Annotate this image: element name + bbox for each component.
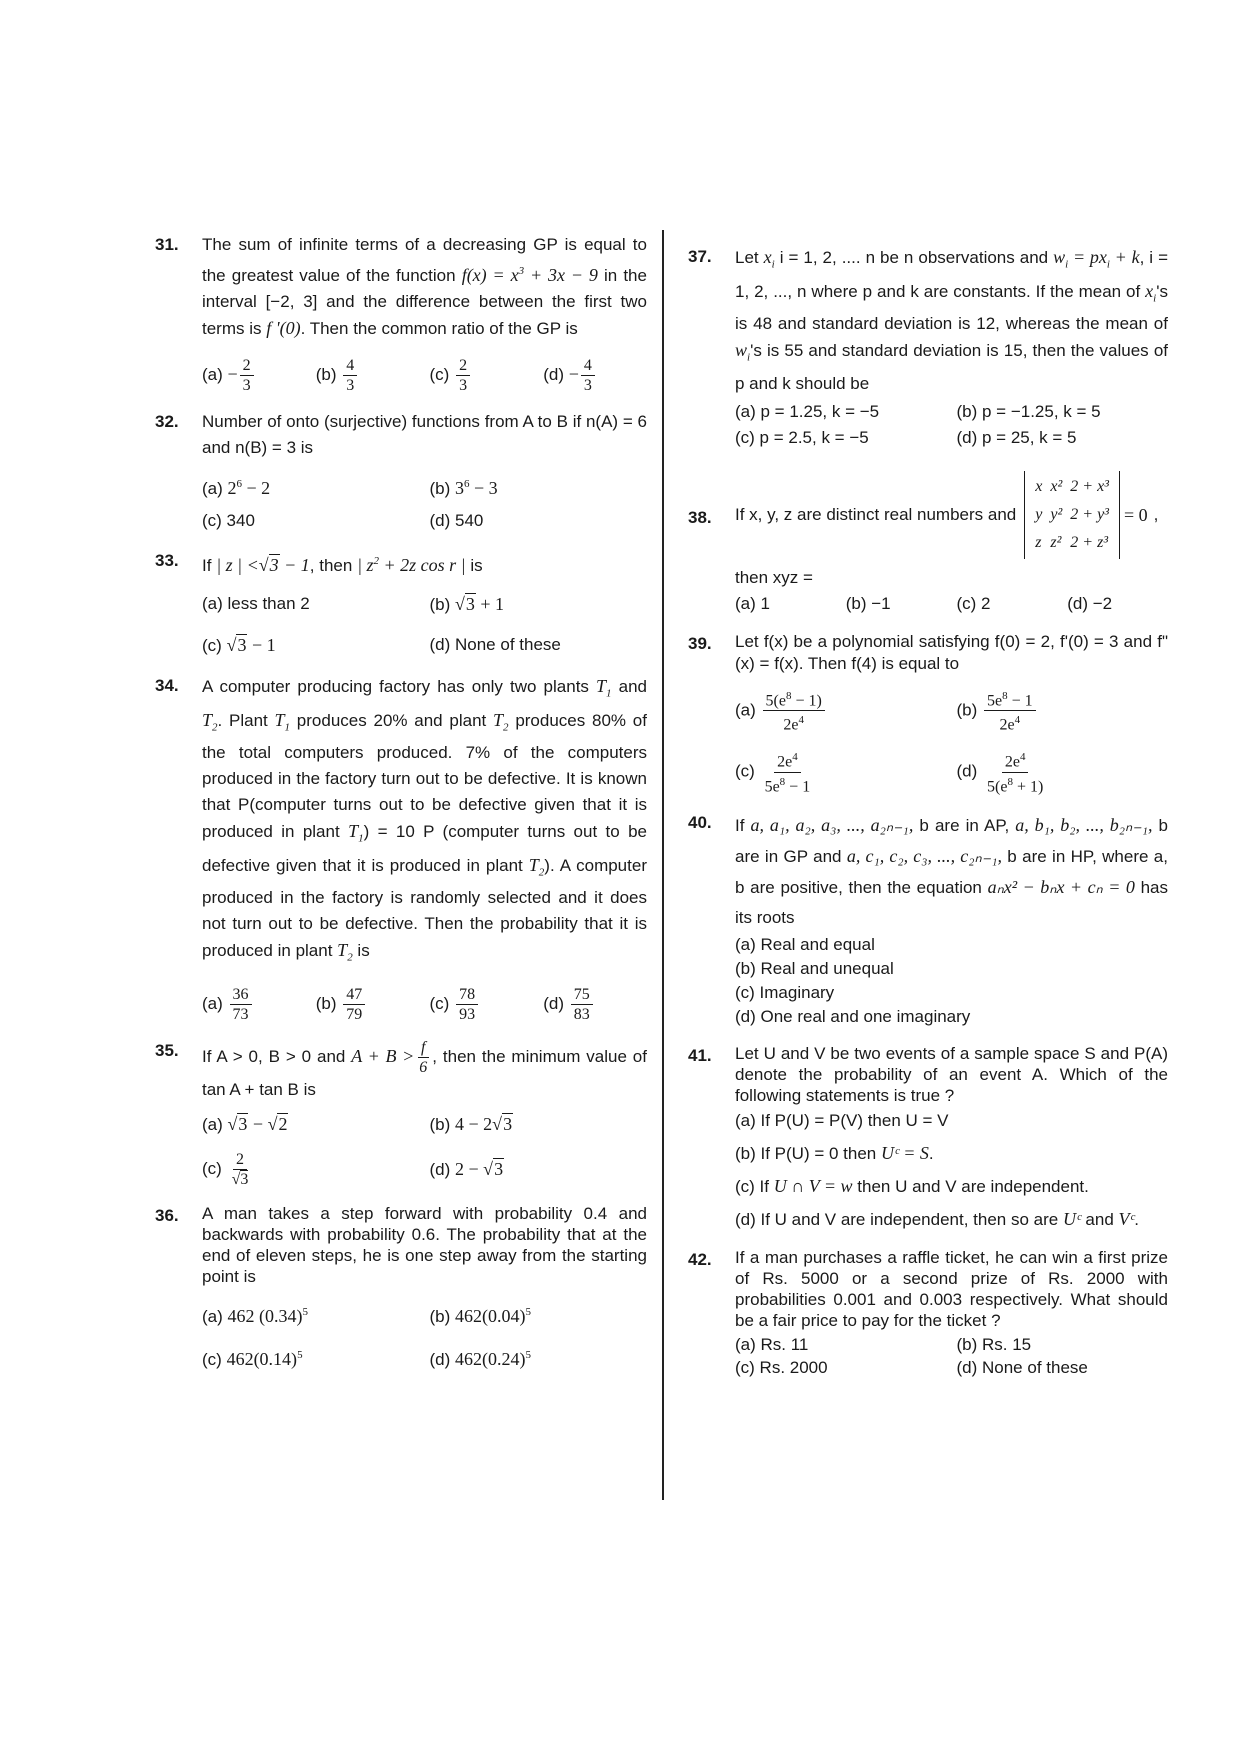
option-b[interactable]: (b) $\frac{5e^8 - 1}{2e^4}$	[957, 687, 1169, 735]
question-number: 39.	[688, 633, 712, 653]
options	[202, 591, 647, 659]
question-38: 38. If x, y, z are distinct real numbers and x x² 2 + x³ y y² 2 + y³ z z² 2 + z³ = 0 , then xyz = (a) 1 (b) −1 (c) 2 (d) −2	[688, 471, 1168, 617]
question-text: The sum of infinite terms of a decreasing GP is equal to the greatest value of the function $f(x) = x^3 + 3x - 9$ in the interval [−2, 3] and the difference between the first two terms is f '(0). Then the common ratio of the GP is	[202, 235, 647, 338]
question-text: If x, y, z are distinct real numbers and x x² 2 + x³ y y² 2 + y³ z z² 2 + z³ = 0 ,	[735, 471, 1168, 559]
option-b[interactable]: (b) If P(U) = 0 then Uᶜ = S.	[735, 1143, 934, 1164]
option-b[interactable]: (b) p = −1.25, k = 5	[956, 401, 1101, 421]
question-text: If a, a₁, a₂, a₃, ..., a₂ₙ₋₁, b are in AP, a, b₁, b₂, ..., b₂ₙ₋₁, b are in GP and a, c₁, c₂, c₃, ..., c₂ₙ₋₁, b are in HP, where a, b are positive, then the equation aₙx² − bₙx + cₙ = 0 has its roots	[735, 815, 1168, 928]
option-c[interactable]: (c) Rs. 2000	[735, 1358, 828, 1378]
option-c[interactable]: (c) If U ∩ V = w then U and V are independent.	[735, 1176, 1089, 1197]
option-a[interactable]: (a) 462 $(0.34)^5$	[202, 1305, 309, 1326]
option-c[interactable]: (c) √3 − 1	[202, 635, 276, 655]
function-expression: $f(x) = x^3 + 3x - 9$	[461, 265, 598, 285]
option-a[interactable]: (a) If P(U) = P(V) then U = V	[735, 1111, 949, 1131]
option-b[interactable]: (b) Rs. 15	[956, 1335, 1032, 1355]
question-text: If | z | <√3 − 1, then | $z^2 + 2z$ cos r | is	[202, 555, 483, 575]
option-a[interactable]: (a) $\frac{36}{73}$	[202, 985, 306, 1024]
question-37	[688, 244, 1168, 451]
question-31	[155, 232, 647, 395]
left-column	[155, 232, 647, 1387]
options	[202, 471, 647, 534]
option-d[interactable]: (d) $\frac{75}{83}$	[543, 985, 647, 1024]
question-text: A computer producing factory has only two plants $T_1$ and $T_2$. Plant $T_1$ produces 20% and plant $T_2$ produces 80% of the total computers produced. 7% of the computers produced in the factory turn out to be defective. It is known that P(computer turns out to be defective given that it is produced in plant $T_1) = 10$ P (computer turns out to be defective given that it is produced in plant $T_2$). A computer produced in the factory is randomly selected and it does not turn out to be defective. Then the probability that it is produced in plant $T_2$ is	[202, 676, 647, 964]
column-divider	[662, 230, 664, 1500]
option-b[interactable]: (b) Real and unequal	[735, 959, 894, 979]
question-text: Number of onto (surjective) functions from A to B if n(A) = 6 and n(B) = 3 is	[202, 412, 647, 457]
option-d[interactable]: (d) p = 25, k = 5	[956, 427, 1077, 447]
option-d[interactable]: (d) One real and one imaginary	[735, 1007, 971, 1027]
option-b[interactable]: (b) −1	[845, 593, 891, 613]
options	[202, 1299, 647, 1373]
option-d[interactable]: (d) None of these	[429, 635, 561, 654]
option-c[interactable]: (c) $\frac{2}{√3}$	[202, 1150, 249, 1188]
options	[735, 591, 1168, 617]
question-number: 32.	[155, 412, 179, 431]
option-c[interactable]: (c) $462(0.14)^5$	[202, 1348, 303, 1369]
options	[735, 933, 1168, 1029]
question-text: Let U and V be two events of a sample space S and P(A) denote the probability of an event A. Which of the following statements is true ?	[735, 1044, 1168, 1106]
option-a[interactable]: (a) 1	[735, 593, 770, 613]
question-number: 41.	[688, 1046, 712, 1066]
question-35	[155, 1038, 647, 1189]
option-a[interactable]: (a) − $\frac{2}{3}$	[202, 356, 306, 395]
option-c[interactable]: (c) p = 2.5, k = −5	[735, 427, 869, 447]
question-number: 38.	[688, 507, 712, 527]
question-number: 33.	[155, 551, 179, 570]
option-d[interactable]: (d) None of these	[956, 1358, 1088, 1378]
options	[735, 399, 1168, 451]
question-text: A man takes a step forward with probability 0.4 and backwards with probability 0.6. The probability that at the end of eleven steps, he is one step away from the starting point is	[202, 1203, 647, 1286]
question-number: 35.	[155, 1040, 179, 1060]
option-b[interactable]: (b) $\frac{4}{3}$	[316, 356, 420, 395]
question-33	[155, 548, 647, 659]
option-d[interactable]: (d) $\frac{2e^4}{5(e^8 + 1)}$	[957, 748, 1169, 796]
question-36	[155, 1203, 647, 1373]
option-b[interactable]: (b) $3^6 - 3$	[429, 478, 498, 498]
options	[202, 356, 647, 395]
option-a[interactable]: (a) √3 − √2	[202, 1113, 288, 1134]
question-32	[155, 409, 647, 534]
question-number: 42.	[688, 1250, 712, 1270]
option-b[interactable]: (b) √3 + 1	[429, 594, 505, 614]
option-b[interactable]: (b) $\frac{47}{79}$	[316, 985, 420, 1024]
option-c[interactable]: (c) $\frac{2e^4}{5e^8 - 1}$	[735, 748, 947, 796]
question-number: 31.	[155, 235, 179, 254]
question-41	[688, 1043, 1168, 1233]
question-number: 34.	[155, 676, 179, 695]
option-a[interactable]: (a) Rs. 11	[735, 1335, 809, 1355]
option-a[interactable]: (a) $2^6 - 2$	[202, 478, 271, 498]
option-d[interactable]: (d) If U and V are independent, then so are Uᶜ and Vᶜ.	[735, 1209, 1139, 1230]
question-number: 40.	[688, 813, 712, 833]
option-a[interactable]: (a) less than 2	[202, 594, 310, 613]
question-text: Let $x_i$ i = 1, 2, .... n be n observations and $w_i = px_i + k$, i = 1, 2, ..., n where p and k are constants. If the mean of $x_i's$ is 48 and standard deviation is 12, whereas the mean of $w_i's$ is 55 and standard deviation is 15, then the values of p and k should be	[735, 247, 1168, 393]
option-b[interactable]: (b) $462(0.04)^5$	[429, 1305, 532, 1326]
question-34	[155, 673, 647, 1024]
options	[735, 1108, 1168, 1233]
option-a[interactable]: (a) Real and equal	[735, 935, 875, 955]
question-40	[688, 810, 1168, 1029]
option-c[interactable]: (c) 2	[956, 593, 991, 613]
options	[202, 1111, 647, 1189]
option-c[interactable]: (c) $\frac{78}{93}$	[430, 985, 534, 1024]
option-d[interactable]: (d) 2 − √3	[429, 1158, 504, 1179]
question-42	[688, 1247, 1168, 1379]
option-d[interactable]: (d) −2	[1067, 593, 1113, 613]
option-b[interactable]: (b) 4 − 2√3	[429, 1113, 513, 1134]
determinant: x x² 2 + x³ y y² 2 + y³ z z² 2 + z³	[1024, 471, 1120, 559]
options	[202, 985, 647, 1024]
question-text: If A > 0, B > 0 and A + B > $\frac{f}{6}$ , then the minimum value of tan A + tan B is	[202, 1038, 647, 1099]
question-text: If a man purchases a raffle ticket, he can win a first prize of Rs. 5000 or a second prize of Rs. 2000 with probabilities 0.001 and 0.003 respectively. What should be a fair price to pay for the ticket ?	[735, 1248, 1168, 1331]
question-text: Let f(x) be a polynomial satisfying f(0) = 2, f'(0) = 3 and f"(x) = f(x). Then f(4) is equal to	[735, 631, 1168, 673]
option-a[interactable]: (a) $\frac{5(e^8 - 1)}{2e^4}$	[735, 687, 947, 735]
question-number: 37.	[688, 247, 712, 266]
option-a[interactable]: (a) p = 1.25, k = −5	[735, 401, 880, 421]
option-d[interactable]: (d) 540	[429, 511, 484, 530]
option-c[interactable]: (c) Imaginary	[735, 983, 835, 1003]
option-d[interactable]: (d) $462(0.24)^5$	[429, 1348, 532, 1369]
option-c[interactable]: (c) $\frac{2}{3}$	[430, 356, 534, 395]
right-column	[688, 244, 1168, 1393]
question-39	[688, 631, 1168, 796]
options	[735, 1333, 1168, 1379]
options	[735, 687, 1168, 796]
option-d[interactable]: (d) − $\frac{4}{3}$	[543, 356, 647, 395]
question-number: 36.	[155, 1205, 179, 1225]
option-c[interactable]: (c) 340	[202, 511, 255, 530]
